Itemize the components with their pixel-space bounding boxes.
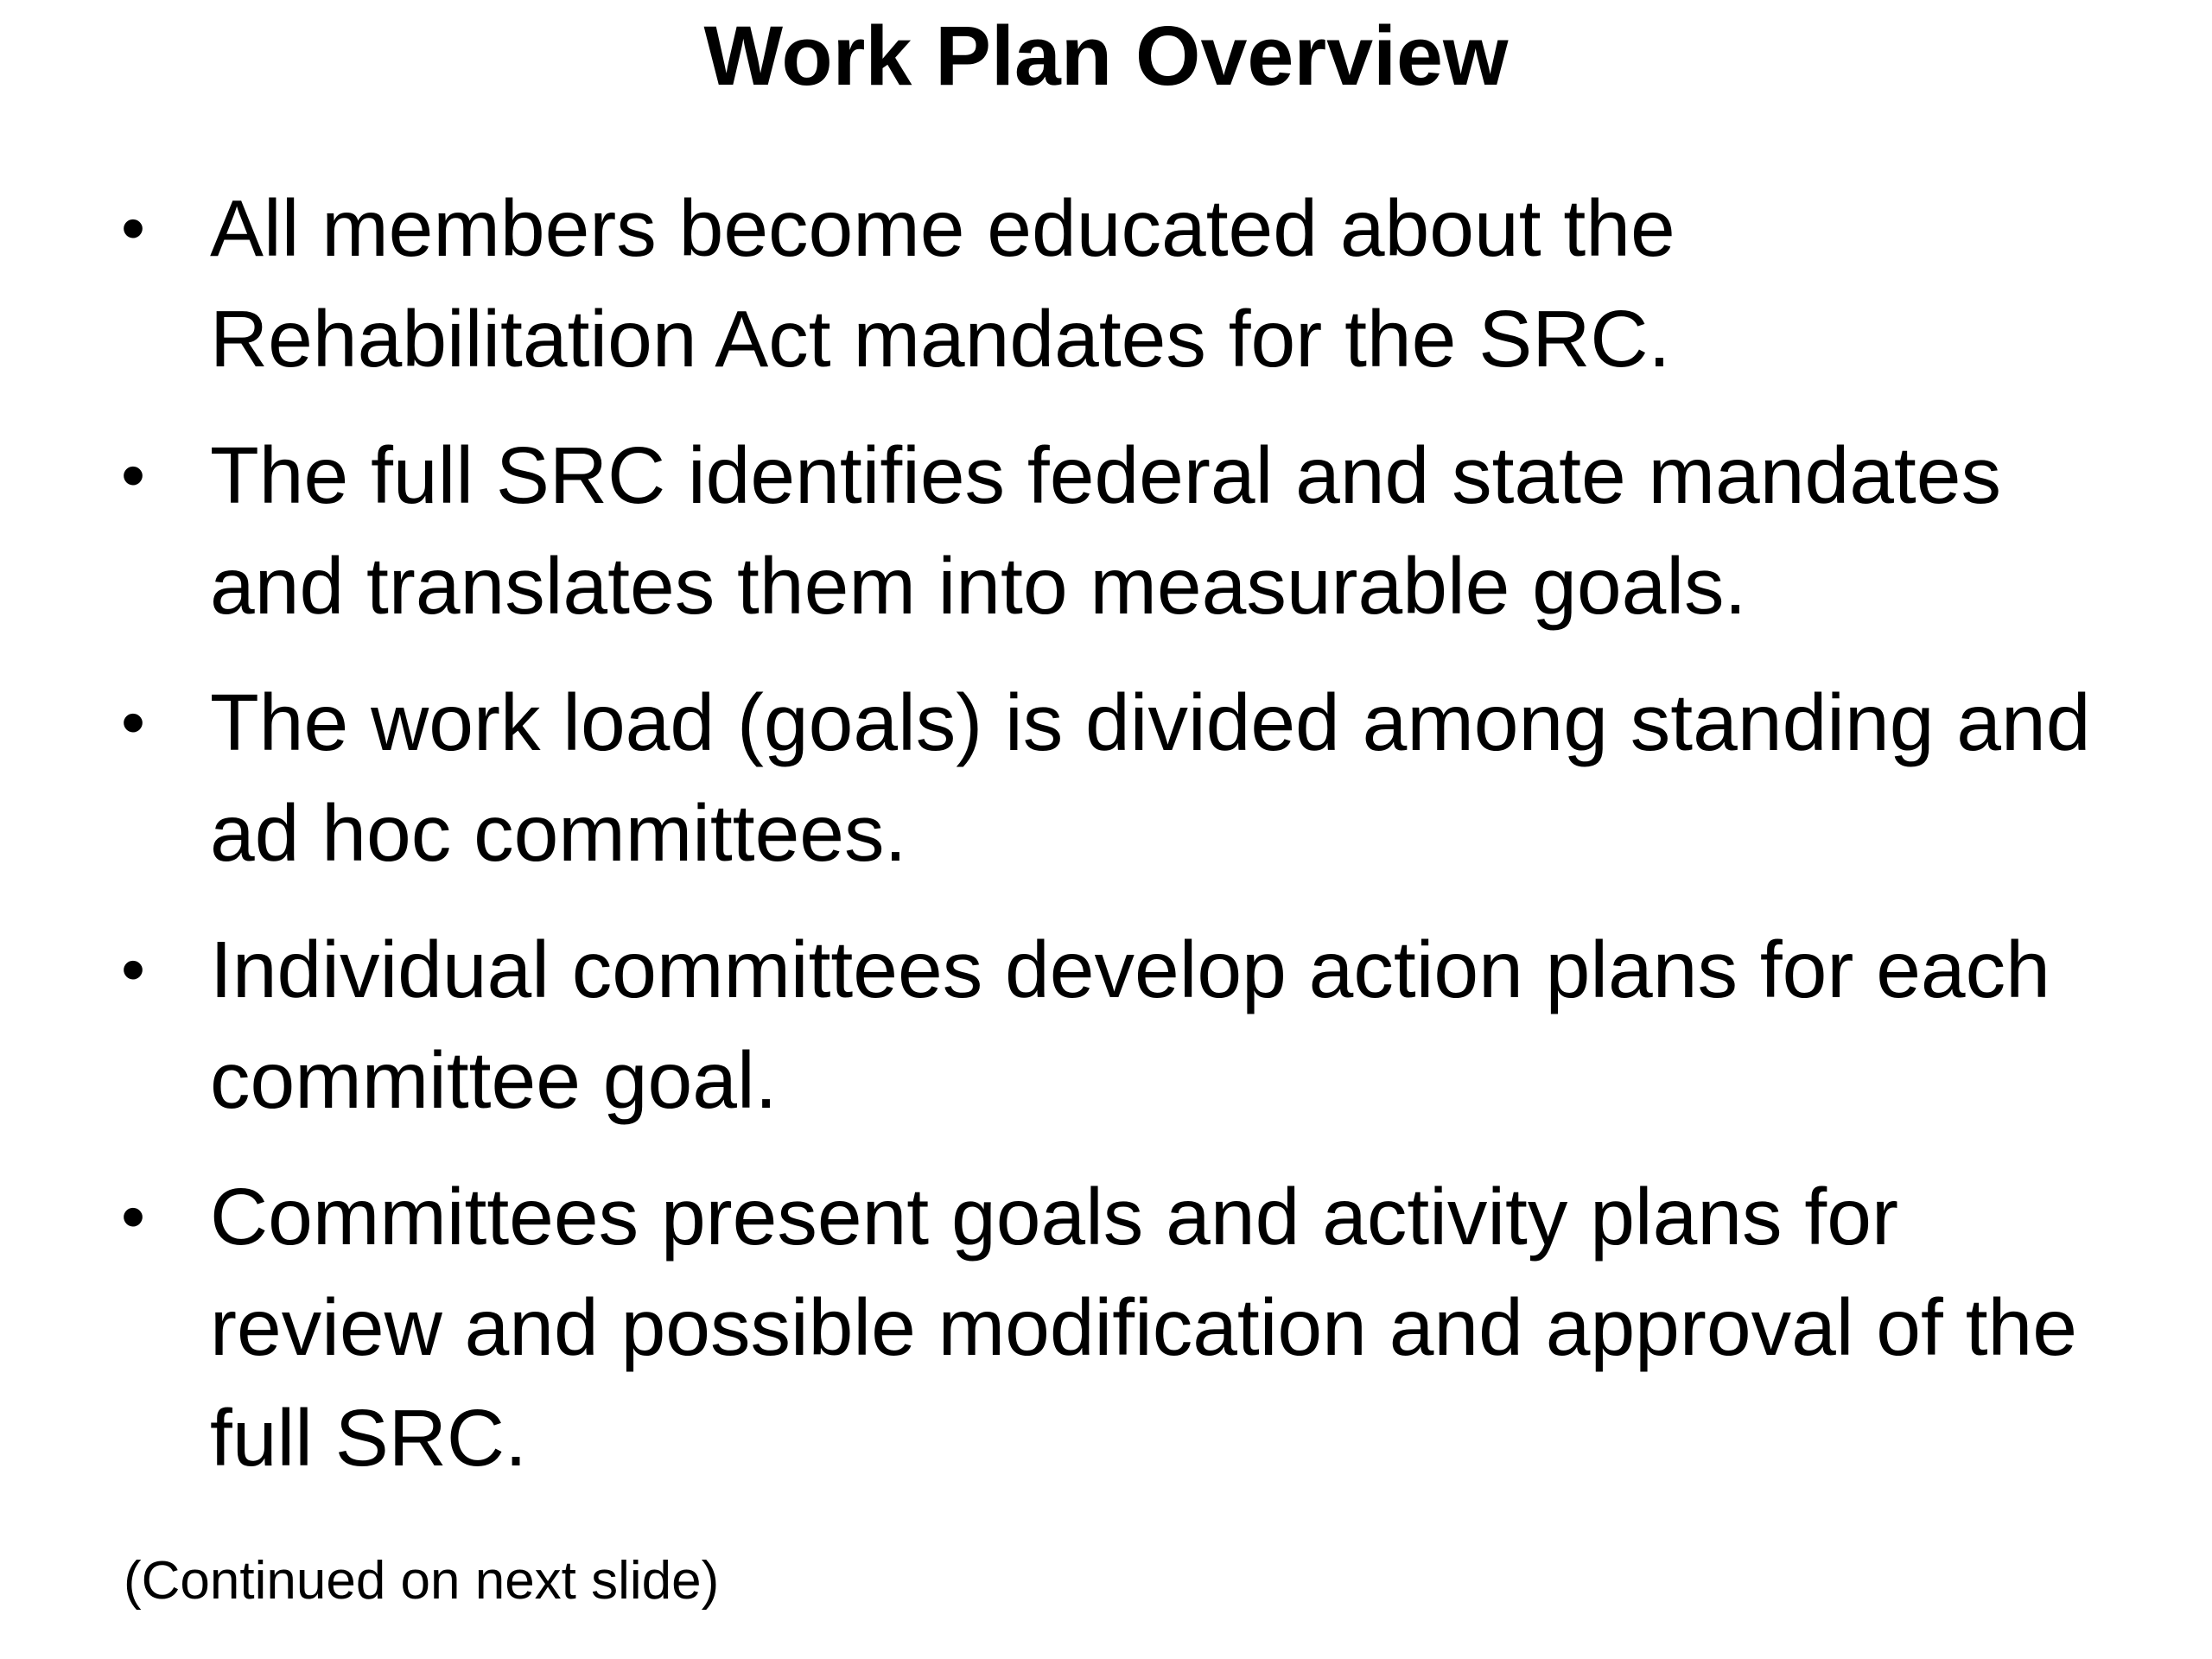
bullet-icon: • (121, 189, 146, 266)
continued-note: (Continued on next slide) (124, 1551, 720, 1611)
list-item (121, 914, 2108, 1135)
bullet-list (121, 173, 2108, 1519)
bullet-icon: • (121, 683, 146, 760)
bullet-text: Committees present goals and activity plans for review and possible modification and approval of the full SRC. (210, 1172, 2077, 1483)
list-item (121, 667, 2108, 888)
list-item (121, 1161, 2108, 1493)
list-item (121, 420, 2108, 641)
bullet-text: Individual committees develop action plans for each committee goal. (210, 925, 2050, 1125)
bullet-icon: • (121, 931, 146, 1007)
bullet-text: The work load (goals) is divided among standing and ad hoc committees. (210, 677, 2091, 878)
bullet-text: The full SRC identifies federal and state mandates and translates them into measurable goals. (210, 430, 2001, 631)
bullet-icon: • (121, 1178, 146, 1255)
bullet-text: All members become educated about the Rehabilitation Act mandates for the SRC. (210, 183, 1675, 384)
list-item (121, 173, 2108, 394)
bullet-icon: • (121, 436, 146, 513)
slide-title: Work Plan Overview (703, 9, 1509, 103)
